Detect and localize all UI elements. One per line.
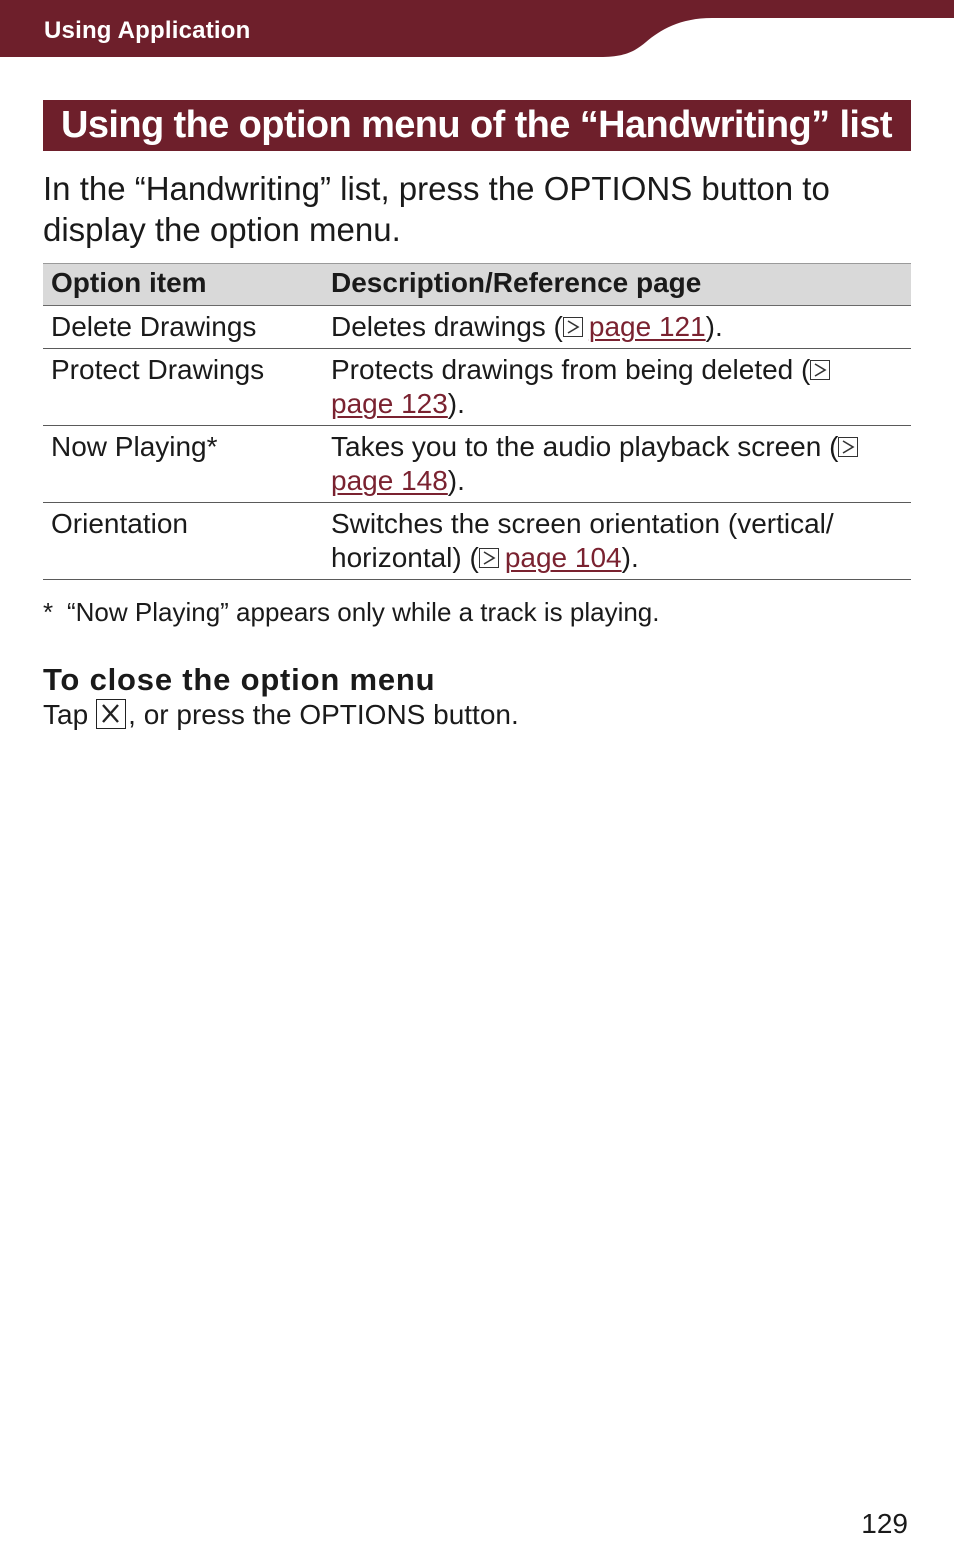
- page-link[interactable]: page 123: [331, 388, 448, 419]
- description-end: ).: [705, 311, 723, 342]
- description-text: Switches the screen orientation (vertical/ horizontal) (: [331, 508, 834, 573]
- reference-arrow-icon: [838, 437, 858, 457]
- section-title: Using the option menu of the “Handwriting” list: [43, 100, 911, 151]
- footnote-text: “Now Playing” appears only while a track is playing.: [67, 597, 660, 627]
- table-row: [43, 426, 911, 503]
- table-row: [43, 306, 911, 349]
- option-item-cell: Now Playing*: [43, 426, 323, 503]
- description-cell: [323, 349, 911, 426]
- description-end: ).: [621, 542, 639, 573]
- reference-arrow-icon: [810, 360, 830, 380]
- description-cell: [323, 426, 911, 503]
- description-cell: [323, 503, 911, 580]
- close-x-icon: [96, 699, 126, 729]
- description-end: ).: [447, 388, 465, 419]
- footnote: [43, 596, 660, 628]
- description-end: ).: [447, 465, 465, 496]
- close-text-after: , or press the OPTIONS button.: [128, 699, 519, 730]
- close-menu-heading: To close the option menu: [43, 662, 436, 697]
- header-bar: [0, 0, 954, 58]
- table-row: [43, 503, 911, 580]
- reference-arrow-icon: [479, 548, 499, 568]
- option-item-cell: Delete Drawings: [43, 306, 323, 349]
- table-header-row: [43, 264, 911, 306]
- close-menu-instruction: [43, 698, 519, 732]
- page-link[interactable]: page 104: [504, 542, 622, 573]
- description-cell: [323, 306, 911, 349]
- table-row: [43, 349, 911, 426]
- close-text-before: Tap: [43, 699, 89, 730]
- header-title: Using Application: [44, 17, 251, 44]
- description-text: Protects drawings from being deleted (: [331, 354, 811, 385]
- page-number: 129: [861, 1508, 908, 1539]
- option-item-cell: Orientation: [43, 503, 323, 580]
- page-link[interactable]: page 148: [331, 465, 448, 496]
- page-link[interactable]: page 121: [588, 311, 706, 342]
- intro-text: In the “Handwriting” list, press the OPTIONS button to display the option menu.: [43, 170, 830, 248]
- column-header-option-item: Option item: [43, 264, 323, 306]
- column-header-description: Description/Reference page: [323, 264, 911, 306]
- reference-arrow-icon: [563, 317, 583, 337]
- description-text: Takes you to the audio playback screen (: [331, 431, 839, 462]
- description-text: Deletes drawings (: [331, 311, 563, 342]
- option-table: [43, 263, 911, 580]
- footnote-marker: *: [43, 597, 54, 627]
- option-item-cell: Protect Drawings: [43, 349, 323, 426]
